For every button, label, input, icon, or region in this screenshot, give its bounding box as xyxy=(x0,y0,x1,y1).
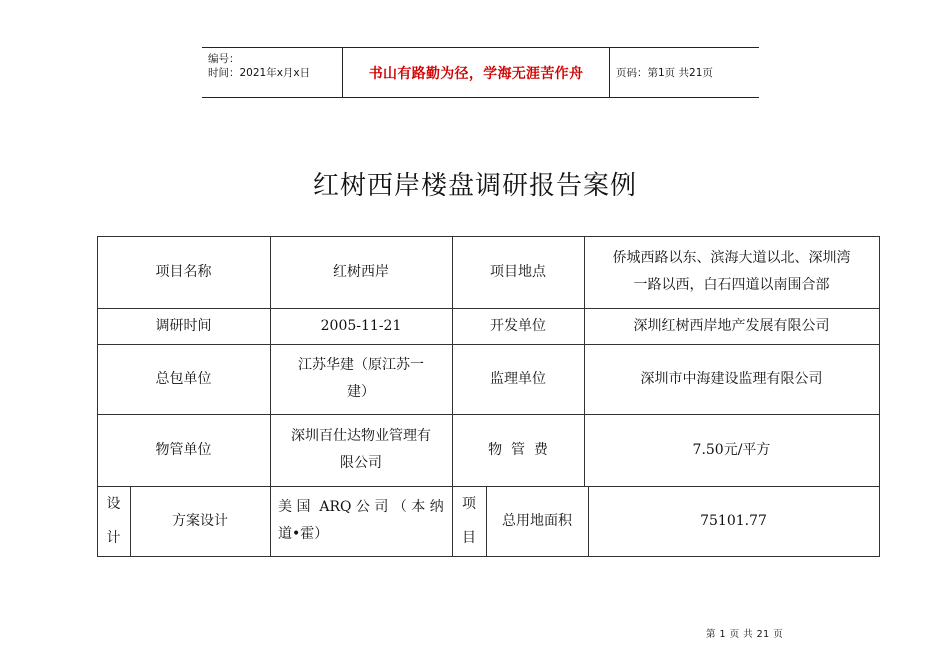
supervisor-value: 深圳市中海建设监理有限公司 xyxy=(640,370,823,387)
scheme-design-line: 道•霍） xyxy=(278,526,329,542)
mgmt-fee-label: 物 管 费 xyxy=(488,441,548,458)
total-area-label: 总用地面积 xyxy=(502,512,572,529)
table-border xyxy=(97,556,880,557)
project-name-label: 项目名称 xyxy=(155,263,212,280)
contractor-label: 总包单位 xyxy=(155,370,212,387)
number-label: 编号： xyxy=(208,53,240,65)
page-footer: 第 1 页 共 21 页 xyxy=(706,629,784,640)
header-page-info: 页码：第1页 共21页 xyxy=(616,67,713,79)
scheme-design-line: 美 国 ARQ 公 司 （ 本 纳 xyxy=(278,499,444,515)
supervisor-label: 监理单位 xyxy=(490,370,546,387)
scheme-design-label: 方案设计 xyxy=(172,512,228,529)
property-mgmt-label: 物管单位 xyxy=(155,441,212,458)
contractor-line: 建） xyxy=(347,384,375,400)
developer-label: 开发单位 xyxy=(490,317,546,334)
document-title: 红树西岸楼盘调研报告案例 xyxy=(312,171,637,201)
location-line: 一路以西，白石四道以南围合部 xyxy=(633,277,830,293)
header-motto: 书山有路勤为径，学海无涯苦作舟 xyxy=(342,48,610,97)
property-mgmt-line: 限公司 xyxy=(340,455,382,471)
mgmt-fee-value: 7.50元/平方 xyxy=(692,441,771,458)
project-name-value: 红树西岸 xyxy=(333,263,389,280)
developer-value: 深圳红树西岸地产发展有限公司 xyxy=(633,317,830,334)
location-line: 侨城西路以东、滨海大道以北、深圳湾 xyxy=(612,250,851,266)
contractor-line: 江苏华建（原江苏一 xyxy=(298,357,424,373)
property-mgmt-value xyxy=(270,414,452,486)
header-meta xyxy=(202,48,342,97)
table-border xyxy=(879,236,880,557)
page-header xyxy=(202,47,759,98)
contractor-value xyxy=(270,344,452,414)
design-char: 计 xyxy=(106,530,121,546)
project-char: 项 xyxy=(462,496,476,512)
survey-time-label: 调研时间 xyxy=(155,317,212,334)
total-area-value: 75101.77 xyxy=(700,512,767,529)
time-label: 时间：2021年x月x日 xyxy=(208,67,311,79)
property-mgmt-line: 深圳百仕达物业管理有 xyxy=(291,428,431,444)
project-info-table xyxy=(97,236,880,557)
location-label: 项目地点 xyxy=(490,263,546,280)
survey-time-value: 2005-11-21 xyxy=(320,317,402,334)
design-label xyxy=(97,486,130,556)
design-char: 设 xyxy=(106,496,121,512)
project-vertical-label xyxy=(452,486,486,556)
location-value xyxy=(584,236,879,308)
project-char: 目 xyxy=(462,530,476,546)
